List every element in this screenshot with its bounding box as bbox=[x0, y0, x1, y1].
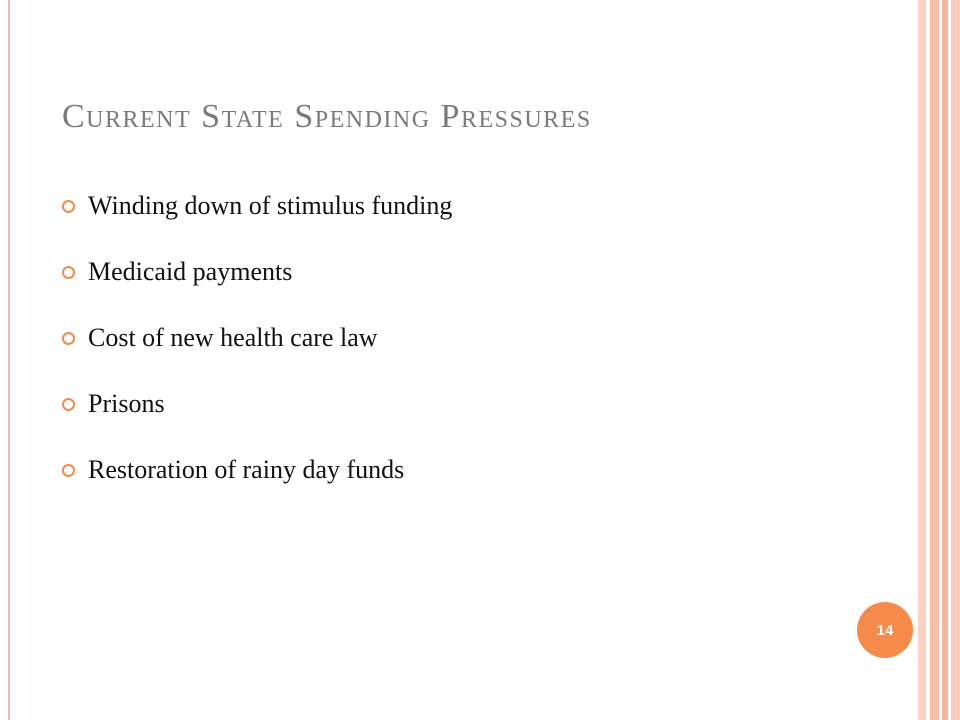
slide-title: Current State Spending Pressures bbox=[62, 98, 592, 135]
bullet-item bbox=[62, 186, 452, 252]
hollow-circle-icon bbox=[62, 464, 75, 477]
hollow-circle-icon bbox=[62, 332, 75, 345]
bullet-item bbox=[62, 252, 452, 318]
page-number-badge: 14 bbox=[857, 602, 913, 658]
bullet-text: Prisons bbox=[88, 389, 165, 418]
hollow-circle-icon bbox=[62, 398, 75, 411]
bullet-item bbox=[62, 318, 452, 384]
border-stripe bbox=[951, 0, 960, 720]
border-stripe bbox=[930, 0, 939, 720]
bullet-text: Winding down of stimulus funding bbox=[88, 191, 453, 220]
bullet-text: Medicaid payments bbox=[88, 257, 293, 286]
bullet-text: Restoration of rainy day funds bbox=[88, 455, 405, 484]
bullet-item bbox=[62, 450, 452, 516]
right-decorative-border bbox=[918, 0, 960, 720]
left-border-line bbox=[8, 0, 10, 720]
bullet-item bbox=[62, 384, 452, 450]
hollow-circle-icon bbox=[62, 266, 75, 279]
bullet-list bbox=[62, 186, 452, 516]
hollow-circle-icon bbox=[62, 200, 75, 213]
border-stripe bbox=[918, 0, 926, 720]
bullet-text: Cost of new health care law bbox=[88, 323, 378, 352]
